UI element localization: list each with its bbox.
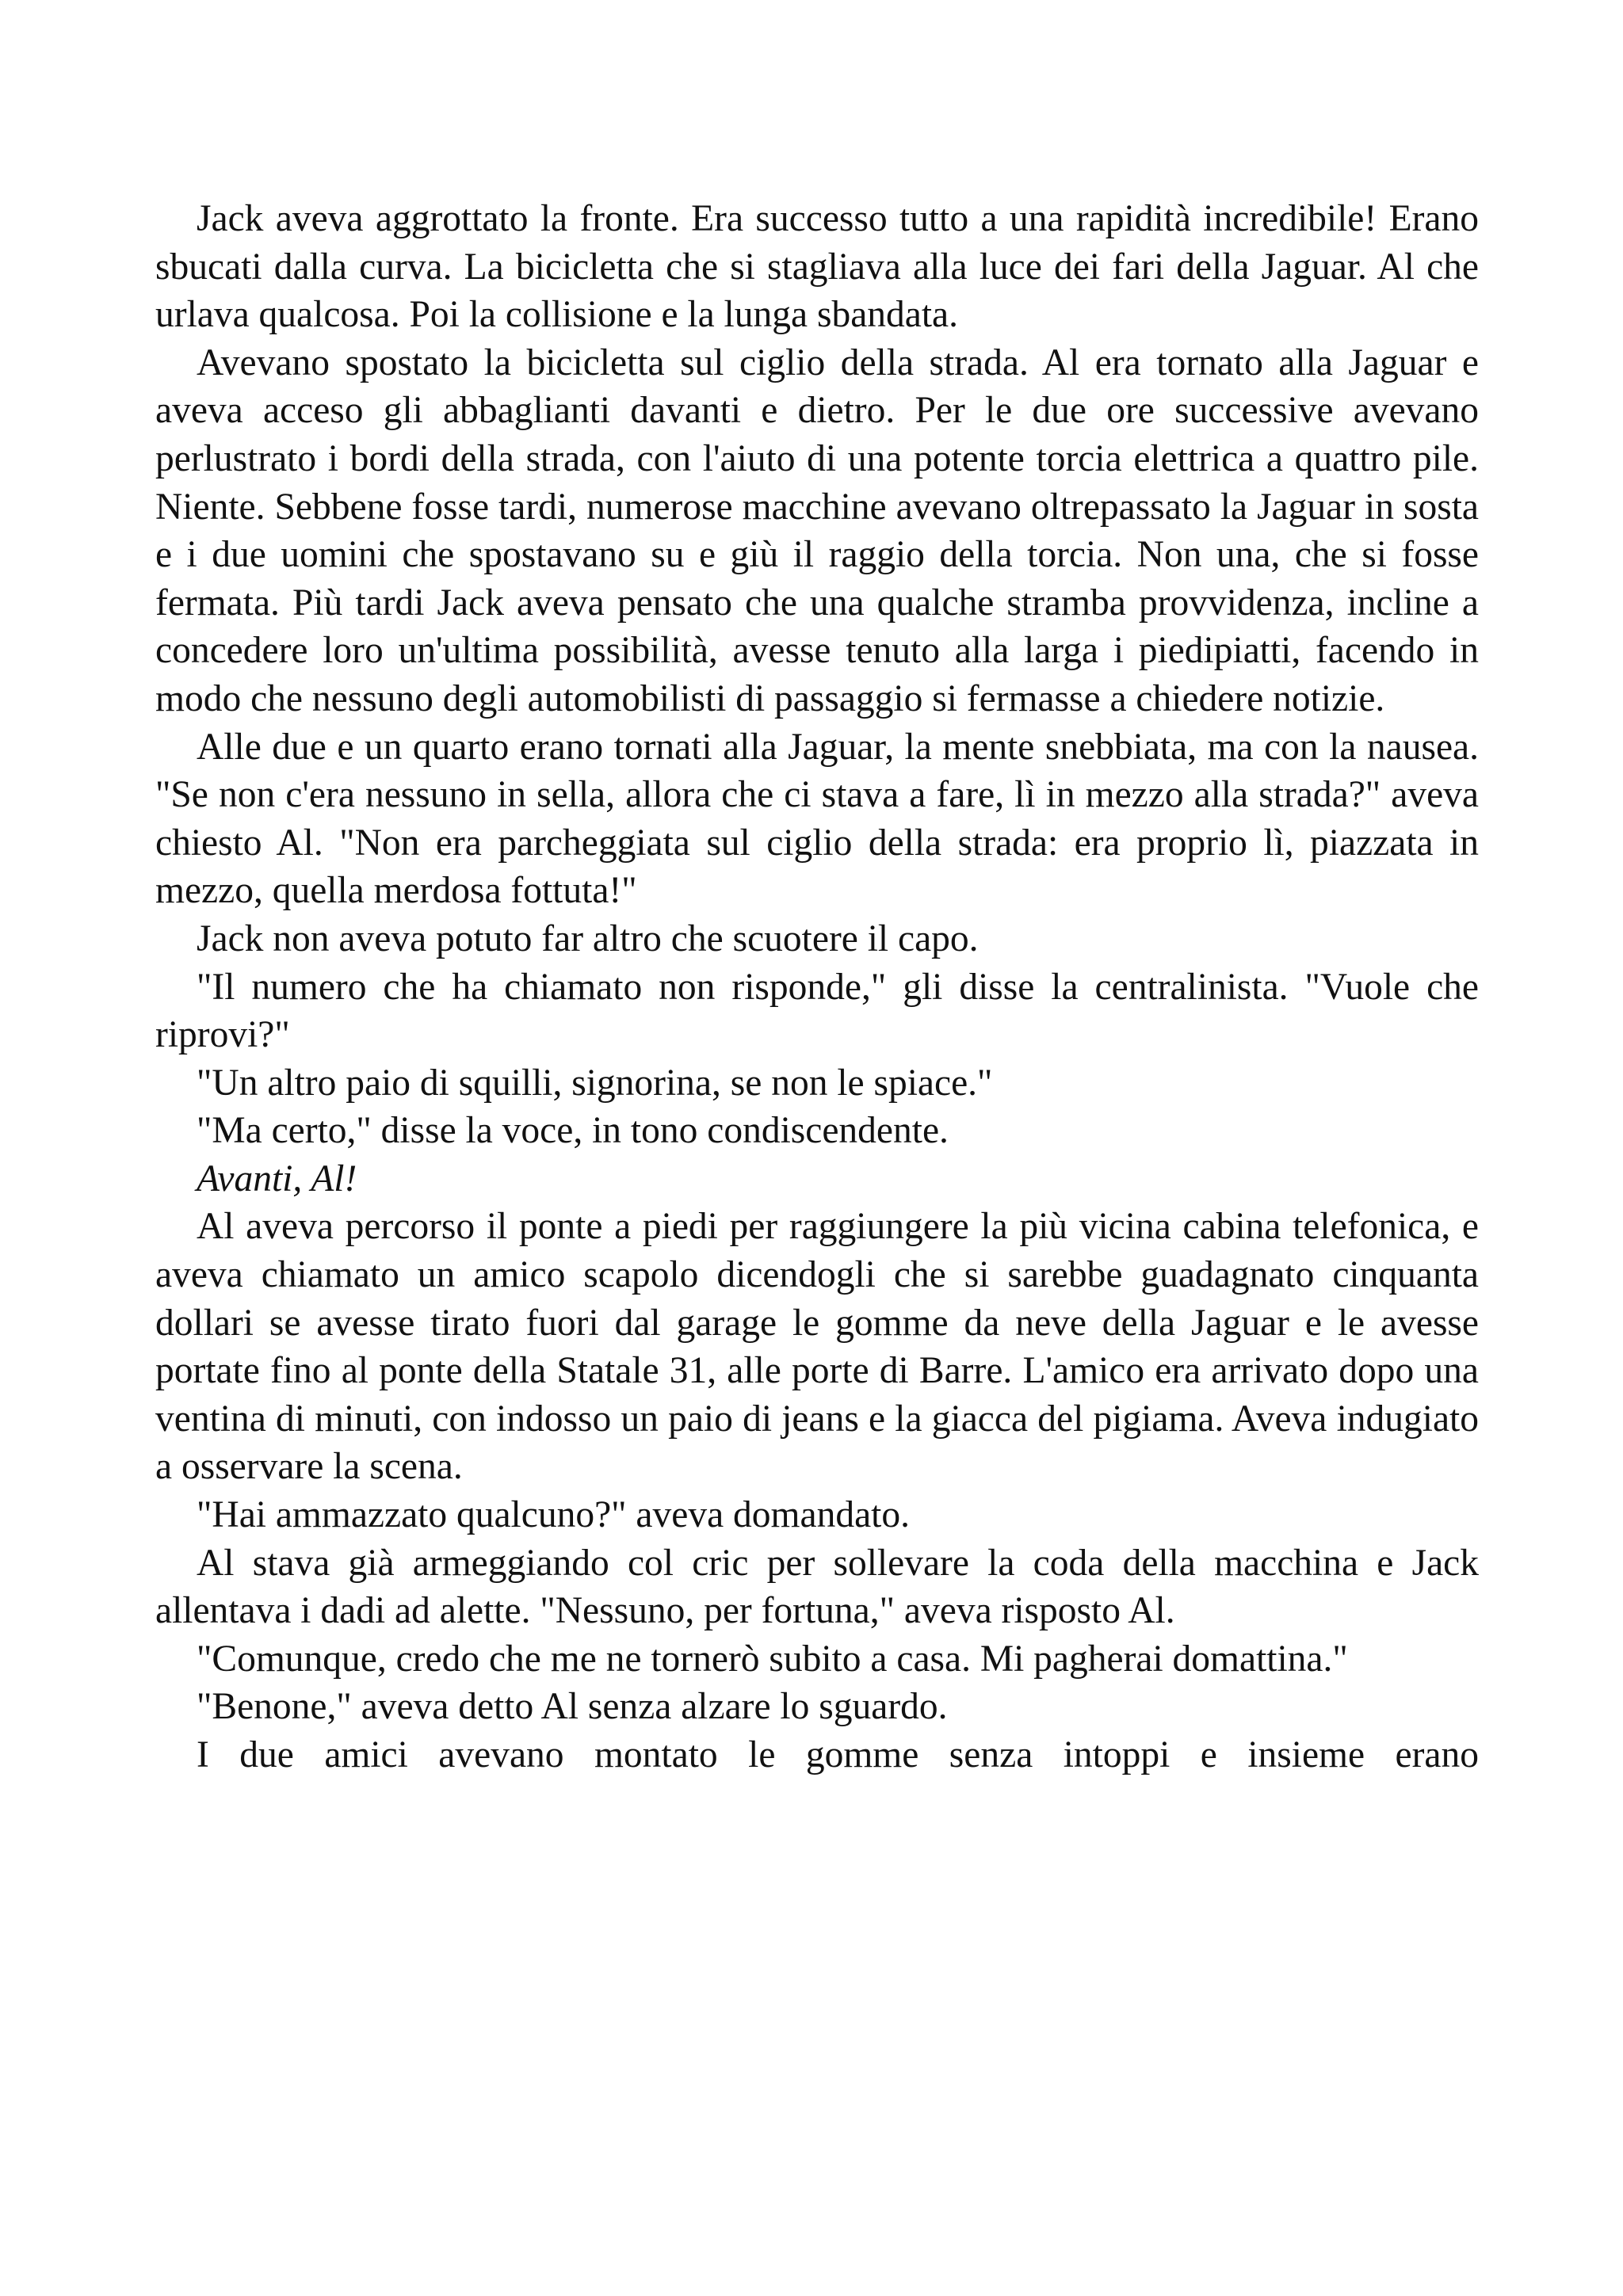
paragraph-italic	[155, 1155, 1479, 1203]
paragraph: "Un altro paio di squilli, signorina, se non le spiace."	[197, 1062, 993, 1104]
paragraph: Alle due e un quarto erano tornati alla Jaguar, la mente snebbiata, ma con la nausea. "Se non c'era nessuno in sella, allora che ci stava a fare, lì in mezzo alla strada?" aveva chiesto Al. "Non era parcheggiata sul ciglio della strada: era proprio lì, piazzata in mezzo, quella merdosa fottuta!"	[155, 726, 1479, 912]
paragraph: "Hai ammazzato qualcuno?" aveva domandato.	[197, 1494, 910, 1536]
paragraph: "Il numero che ha chiamato non risponde," gli disse la centralinista. "Vuole che riprovi?"	[155, 966, 1479, 1056]
paragraph: Jack non aveva potuto far altro che scuotere il capo.	[197, 917, 979, 959]
paragraph: "Benone," aveva detto Al senza alzare lo sguardo.	[197, 1686, 948, 1728]
paragraph-last: I due amici avevano montato le gomme senza intoppi e insieme erano	[197, 1734, 1479, 1775]
paragraph: Jack aveva aggrottato la fronte. Era successo tutto a una rapidità incredibile! Erano sbucati dalla curva. La bicicletta che si stagliava alla luce dei fari della Jaguar. Al che urlava qualcosa. Poi la collisione e la lunga sbandata.	[155, 198, 1479, 336]
paragraph: "Comunque, credo che me ne tornerò subito a casa. Mi pagherai domattina."	[197, 1638, 1348, 1680]
paragraph: Al stava già armeggiando col cric per sollevare la coda della macchina e Jack allentava i dadi ad alette. "Nessuno, per fortuna," aveva risposto Al.	[155, 1542, 1479, 1632]
italic-text: Avanti, Al!	[197, 1158, 357, 1199]
paragraph: "Ma certo," disse la voce, in tono condiscendente.	[197, 1110, 949, 1152]
book-page	[155, 195, 1479, 1779]
paragraph: Avevano spostato la bicicletta sul ciglio della strada. Al era tornato alla Jaguar e aveva acceso gli abbaglianti davanti e dietro. Per le due ore successive avevano perlustrato i bordi della strada, con l'aiuto di una potente torcia elettrica a quattro pile. Niente. Sebbene fosse tardi, numerose macchine avevano oltrepassato la Jaguar in sosta e i due uomini che spostavano su e giù il raggio della torcia. Non una, che si fosse fermata. Più tardi Jack aveva pensato che una qualche stramba provvidenza, incline a concedere loro un'ultima possibilità, avesse tenuto alla larga i piedipiatti, facendo in modo che nessuno degli automobilisti di passaggio si fermasse a chiedere notizie.	[155, 341, 1479, 719]
paragraph: Al aveva percorso il ponte a piedi per raggiungere la più vicina cabina telefonica, e aveva chiamato un amico scapolo dicendogli che si sarebbe guadagnato cinquanta dollari se avesse tirato fuori dal garage le gomme da neve della Jaguar e le avesse portate fino al ponte della Statale 31, alle porte di Barre. L'amico era arrivato dopo una ventina di minuti, con indosso un paio di jeans e la giacca del pigiama. Aveva indugiato a osservare la scena.	[155, 1206, 1479, 1488]
